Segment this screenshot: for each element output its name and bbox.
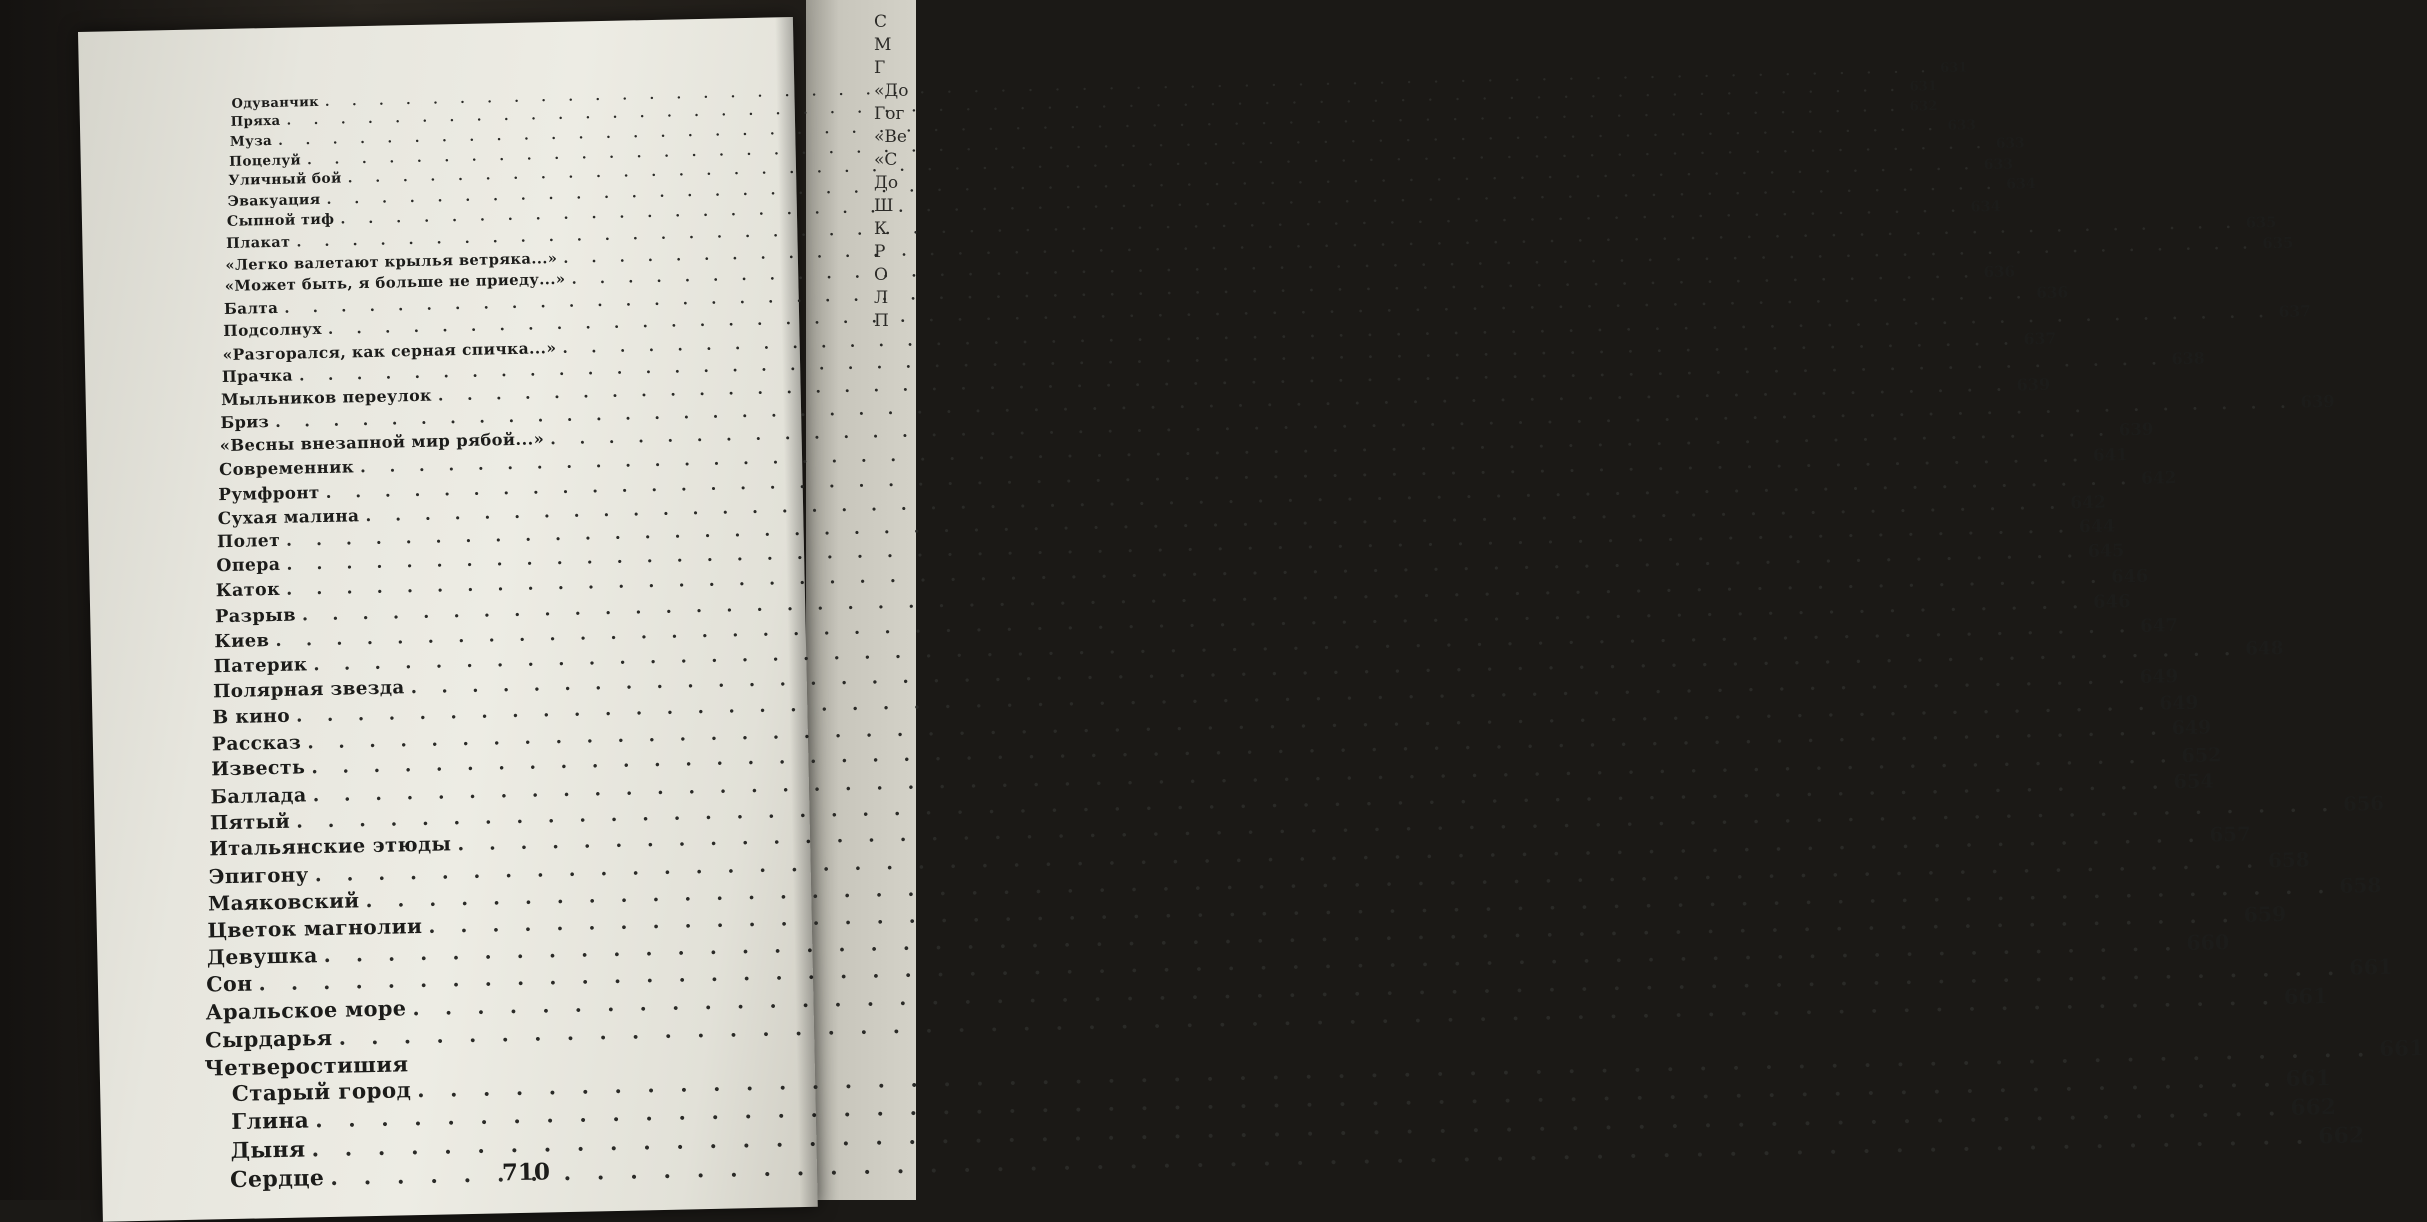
toc-entry-title: Полет — [216, 530, 281, 553]
toc-entry-page: 639 — [2300, 392, 2335, 412]
toc-entry-title: Бриз — [220, 412, 270, 433]
toc-entry-title: Уличный бой — [228, 170, 342, 190]
toc-entry-title: Глина — [230, 1108, 310, 1136]
toc-entry-title: Патерик — [213, 654, 308, 678]
toc-entry-title: В кино — [212, 705, 291, 729]
toc-entry-page: 634 — [1970, 198, 2001, 216]
toc-entry-title: Пряха — [230, 113, 281, 131]
toc-entry-page: 657 — [2209, 821, 2251, 847]
toc-entry-title: Румфронт — [218, 481, 320, 504]
toc-entry-page: 662 — [2318, 1122, 2365, 1150]
toc-entry-title: Сон — [205, 971, 253, 997]
toc-entry-title: Эвакуация — [227, 191, 321, 210]
toc-entry-title: Современник — [218, 457, 355, 480]
toc-entry-page: 636 — [2036, 283, 2069, 303]
adjacent-page-text-fragment: Ш — [874, 196, 894, 216]
toc-entry-title: Балта — [223, 298, 279, 319]
toc-entry-page: 642 — [2140, 466, 2177, 488]
toc-entry-page: 633 — [1995, 135, 2025, 153]
toc-entry-title: Известь — [210, 756, 306, 781]
toc-entry-title: Рассказ — [211, 731, 302, 755]
toc-entry-title: Одуванчик — [231, 94, 320, 112]
toc-entry-title: Киев — [214, 629, 270, 653]
toc-entry-title: Сырдарья — [204, 1024, 333, 1053]
adjacent-page-text-fragment: П — [874, 311, 889, 331]
toc-entry-page: 661 — [2283, 982, 2328, 1009]
toc-entry-title: «Разгорался, как серная спичка...» — [222, 337, 557, 364]
toc-entry-page: 638 — [2171, 348, 2205, 369]
adjacent-page-text-fragment: Л — [874, 288, 889, 308]
toc-entry-page: 658 — [2267, 847, 2310, 872]
toc-entry-page: 647 — [2139, 615, 2179, 637]
toc-entry-title: Плакат — [226, 233, 291, 253]
toc-entry-title: Дыня — [230, 1137, 306, 1164]
toc-entry-title: Подсолнух — [223, 320, 323, 341]
toc-entry-title: Сухая малина — [217, 504, 360, 528]
toc-entry-page: 661 — [2348, 953, 2393, 980]
toc-entry-page: 645 — [2087, 541, 2125, 562]
toc-entry-page: 642 — [2070, 492, 2107, 514]
toc-entry-page: 633 — [1983, 156, 2014, 173]
page-number: 710 — [501, 1158, 551, 1187]
toc-entry-page: 652 — [2181, 742, 2222, 767]
toc-entry-page: 661 — [2285, 1066, 2331, 1093]
toc-entry-page: 661 — [2379, 1036, 2425, 1063]
toc-entry-title: Эпигону — [208, 862, 309, 889]
toc-entry-page: 648 — [2245, 638, 2284, 661]
toc-entry-page: 632 — [1909, 98, 1938, 115]
toc-entry-page: 637 — [2023, 328, 2057, 349]
toc-entry-page: 636 — [1983, 262, 2016, 282]
adjacent-page-text-fragment: Гог — [874, 104, 905, 124]
toc-entry-title: Сердце — [229, 1165, 325, 1194]
adjacent-page-text-fragment: О — [874, 265, 888, 285]
toc-entry-title: Сыпной тиф — [226, 212, 335, 231]
toc-entry-page: 662 — [2290, 1094, 2337, 1121]
toc-entry-title: Поцелуй — [229, 151, 302, 170]
toc-entry-page: 637 — [2278, 300, 2312, 321]
toc-entry-page: 631 — [1909, 79, 1938, 95]
toc-entry-title: Девушка — [206, 942, 318, 970]
adjacent-page-text-fragment: М — [874, 35, 892, 55]
toc-entry-page: 639 — [2118, 419, 2154, 440]
toc-entry-title: Мыльников переулок — [220, 385, 433, 410]
toc-entry-title: Итальянские этюды — [209, 832, 452, 861]
toc-entry-page: 649 — [2139, 665, 2179, 688]
toc-entry-title: Полярная звезда — [212, 677, 405, 703]
toc-entry-page: 646 — [2092, 590, 2131, 613]
toc-entry-page: 646 — [2111, 565, 2149, 588]
toc-entry-title: Пятый — [209, 809, 291, 835]
toc-entry-title: Маяковский — [207, 887, 360, 916]
adjacent-page-text-fragment: «До — [874, 81, 909, 101]
toc-entry-page: 654 — [2173, 769, 2215, 794]
adjacent-page-text-fragment: До — [874, 173, 899, 193]
toc-entry-page: 635 — [2245, 213, 2277, 232]
toc-entry-title: Опера — [216, 555, 281, 577]
toc-entry-page: 639 — [2016, 374, 2051, 395]
toc-entry-page: 634 — [2005, 176, 2037, 194]
adjacent-page-text-fragment: С — [874, 12, 888, 32]
toc-entry-title: Разрыв — [214, 604, 297, 628]
adjacent-page-text-fragment: «Ве — [874, 127, 907, 147]
toc-entry-page: 649 — [2171, 716, 2212, 740]
toc-entry-page: 659 — [2243, 901, 2287, 927]
toc-entry-title: Каток — [215, 579, 281, 602]
toc-entry-title: Баллада — [210, 782, 307, 808]
adjacent-page-text-fragment: «С — [874, 150, 898, 170]
toc-entry-title: Старый город — [231, 1078, 412, 1108]
toc-entry-page: 658 — [2339, 872, 2382, 898]
toc-entry-page: 644 — [2078, 516, 2116, 538]
toc-entry-title: Прачка — [221, 365, 294, 387]
toc-entry-title: «Может быть, я больше не приеду...» — [224, 271, 566, 296]
toc-entry-page: 649 — [2159, 691, 2199, 715]
adjacent-page-text-fragment: К — [874, 219, 888, 239]
adjacent-page-text-fragment: Г — [874, 58, 886, 78]
toc-entry-page: 641 — [2092, 443, 2128, 465]
toc-entry-title: Муза — [229, 133, 273, 150]
toc-entry-title: Аральское море — [205, 995, 407, 1025]
toc-entry-title: «Легко валетают крылья ветряка...» — [225, 249, 558, 274]
toc-entry-title: «Весны внезапной мир рябой...» — [219, 429, 545, 456]
toc-entry-page: 633 — [1947, 116, 1977, 134]
toc-entry-page: 656 — [2342, 792, 2385, 816]
toc-entry-title: Цветок магнолии — [207, 913, 423, 942]
toc-entry-page: 660 — [2186, 930, 2230, 955]
adjacent-page-text-fragment: Р — [874, 242, 886, 262]
toc-entry-page: 631 — [1940, 60, 1968, 77]
toc-entry-title: Четверостишия — [204, 1050, 409, 1081]
toc-entry-page: 635 — [2262, 234, 2294, 253]
